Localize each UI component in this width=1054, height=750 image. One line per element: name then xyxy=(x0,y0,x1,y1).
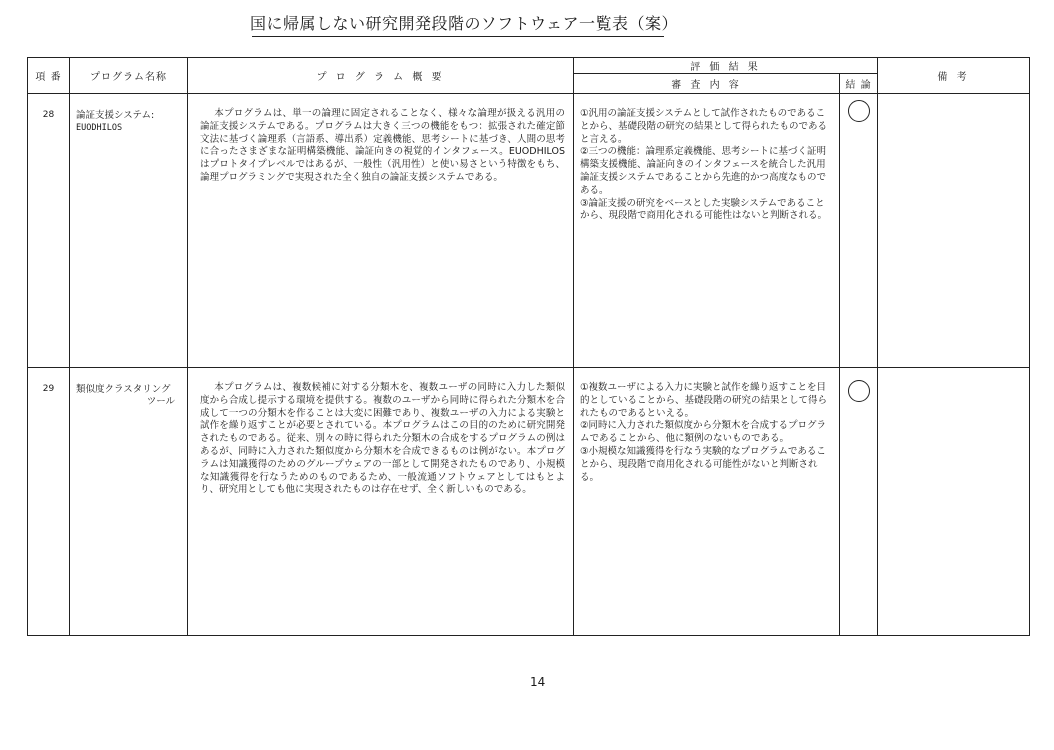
program-summary-text: 本プログラムは、単一の論理に固定されることなく、様々な論理が扱える汎用の論証支援システムである。プログラムは大きく三つの機能をもつ：拡張された確定節文法に基づく論理系（言語系、導出系）定義機能、思考シートに基づき、人間の思考に合ったさまざまな証明構築機能、論証向きの視覚的インタフェース。EUODHILOS はプロトタイプレベルではあるが、一般性（汎用性）と使い易さという特徴をもち、論理プログラミングで実現された全く独自の論証支援システムである。 xyxy=(200,108,565,183)
review-item: ①複数ユーザによる入力に実験と試作を繰り返すことを目的としていることから、基礎段階の研究の結果として得られたものであるといえる。 xyxy=(580,382,828,419)
header-remarks: 備 考 xyxy=(878,58,1030,94)
review-item: ②同時に入力された類似度から分類木を合成するプログラムであることから、他に類例のないものである。 xyxy=(580,420,827,445)
review-item: ①汎用の論証支援システムとして試作されたものであることから、基礎段階の研究の結果として得られたものであると言える。 xyxy=(580,108,828,145)
remarks-cell xyxy=(878,368,1030,636)
program-name-main: 類似度クラスタリング xyxy=(76,384,171,395)
page-number: 14 xyxy=(530,675,546,689)
review-content xyxy=(574,368,840,636)
program-summary-text: 本プログラムは、複数候補に対する分類木を、複数ユーザの同時に入力した類似度から合成し提示する環境を提供する。複数のユーザから同時に得られた分類木を合成して一つの分類木を作ることは大変に困難であり、複数ユーザの入力による実験と試作を繰り返すことが必要とされている。本プログラムはこの目的のために研究開発されたものである。従来、別々の時に得られた分類木の合成をするプログラムの例はあるが、同時に入力された類似度から分類木を合成できるものは例がない。本プログラムは知識獲得のためのグループウェアの一部として開発されたものであり、小規模な知識獲得を行なうためのものであるため、一般流通ソフトウェアとしてはもとより、研究用としても他に実現されたものは存在せず、全く新しいものである。 xyxy=(200,382,565,496)
review-item: ③論証支援の研究をベースとした実験システムであることから、現段階で商用化される可能性はないと判断される。 xyxy=(580,197,828,222)
program-name xyxy=(70,368,188,636)
header-evaluation: 評 価 結 果 xyxy=(574,58,878,74)
review-item: ③小規模な知識獲得を行なう実験的なプログラムであることから、現段階で商用化される可能性がないと判断される。 xyxy=(580,445,826,483)
result-cell xyxy=(840,368,878,636)
program-name xyxy=(70,94,188,368)
result-cell xyxy=(840,94,878,368)
table-row xyxy=(28,94,1030,368)
program-summary xyxy=(188,94,574,368)
remarks-cell xyxy=(878,94,1030,368)
approval-circle-mark xyxy=(848,380,870,402)
page-title: 国に帰属しない研究開発段階のソフトウェア一覧表（案） xyxy=(250,14,679,33)
header-result: 結 論 xyxy=(840,74,878,94)
program-name-sub: EUODHILOS xyxy=(76,123,123,133)
software-list-table xyxy=(27,57,1030,636)
review-item: ②三つの機能：論理系定義機能、思考シートに基づく証明構築支援機能、論証向きのインタフェースを統合した汎用論証支援システムであることから先進的かつ高度なものである。 xyxy=(580,146,827,196)
program-name-line2: ツール xyxy=(146,396,175,407)
row-num: 28 xyxy=(28,94,70,368)
review-content xyxy=(574,94,840,368)
header-summary: プ ロ グ ラ ム 概 要 xyxy=(188,58,574,94)
header-name: プログラム名称 xyxy=(70,58,188,94)
row-num: 29 xyxy=(28,368,70,636)
table-row xyxy=(28,368,1030,636)
approval-circle-mark xyxy=(848,100,870,122)
program-name-main: 論証支援システム: xyxy=(76,110,155,121)
header-review: 審 査 内 容 xyxy=(574,74,840,94)
title-underline xyxy=(252,36,664,37)
header-num: 項 番 xyxy=(28,58,70,94)
program-summary xyxy=(188,368,574,636)
